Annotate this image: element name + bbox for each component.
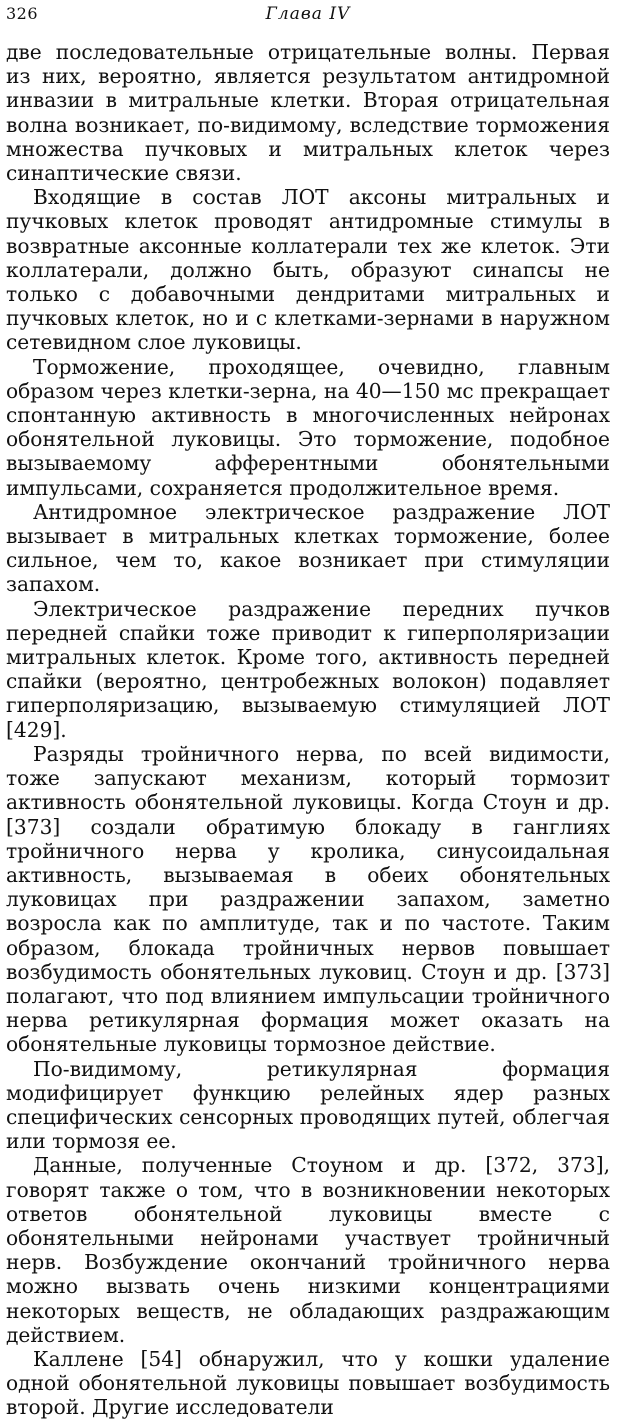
running-head <box>6 4 610 40</box>
chapter-title: Глава IV <box>265 4 351 24</box>
paragraph-antidromic-stimulation: Антидромное электрическое раздражение ЛОТ вызывает в митральных клетках торможение, более сильное, чем то, какое возникает при стимуляции запахом. <box>6 499 610 597</box>
paragraph-callens: Каллене [54] обнаружил, что у кошки удаление одной обонятельной луковицы повышает возбудимость второй. Другие исследователи <box>6 1346 610 1420</box>
paragraph-continuation: две последовательные отрицательные волны. Первая из них, вероятно, является результатом антидромной инвазии в митральные клетки. Вторая отрицательная волна возникает, по-видимому, вследствие торможения множества пучковых и митральных клеток через синаптические связи. <box>6 40 610 186</box>
page-number: 326 <box>6 4 39 23</box>
paragraph-lot-axons: Входящие в состав ЛОТ аксоны митральных и пучковых клеток проводят антидромные стимулы в возвратные аксонные коллатерали тех же клеток. Эти коллатерали, должно быть, образуют синапсы не только с добавочными дендритами митральных и пучковых клеток, но и с клетками-зернами в наружном сетевидном слое луковицы. <box>6 185 610 355</box>
paragraph-anterior-commissure: Электрическое раздражение передних пучков передней спайки тоже приводит к гиперполяризации митральных клеток. Кроме того, активность передней спайки (вероятно, центробежных волокон) подавляет гиперполяризацию, вызываемую стимуляцией ЛОТ [429]. <box>6 596 610 742</box>
paragraph-inhibition: Торможение, проходящее, очевидно, главным образом через клетки-зерна, на 40—150 мс прекращает спонтанную активность в многочисленных нейронах обонятельной луковицы. Это торможение, подобное вызываемому афферентными обонятельными импульсами, сохраняется продолжительное время. <box>6 354 610 500</box>
body-text <box>6 40 610 1420</box>
paragraph-trigeminal-discharges: Разряды тройничного нерва, по всей видимости, тоже запускают механизм, который тормозит активность обонятельной луковицы. Когда Стоун и др. [373] создали обратимую блокаду в ганглиях тройничного нерва у кролика, синусоидальная активность, вызываемая в обеих обонятельных луковицах при раздражении запахом, заметно возросла как по амплитуде, так и по частоте. Таким образом, блокада тройничных нервов повышает возбудимость обонятельных луковиц. Стоун и др. [373] полагают, что под влиянием импульсации тройничного нерва ретикулярная формация может оказать на обонятельные луковицы тормозное действие. <box>6 741 610 1057</box>
paragraph-reticular-formation: По-видимому, ретикулярная формация модифицирует функцию релейных ядер разных специфических сенсорных проводящих путей, облегчая или тормозя ее. <box>6 1056 610 1154</box>
paragraph-stone-data: Данные, полученные Стоуном и др. [372, 373], говорят также о том, что в возникновении некоторых ответов обонятельной луковицы вместе с обонятельными нейронами участвует тройничный нерв. Возбуждение окончаний тройничного нерва можно вызвать очень низкими концентрациями некоторых веществ, не обладающих раздражающим действием. <box>6 1153 610 1347</box>
